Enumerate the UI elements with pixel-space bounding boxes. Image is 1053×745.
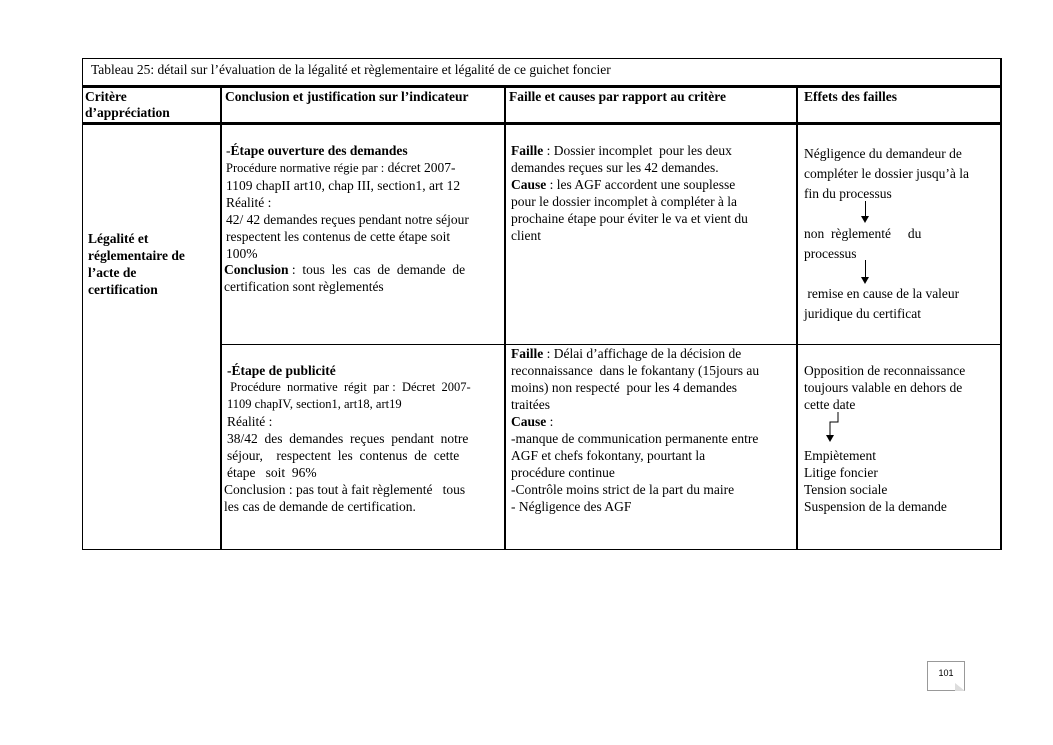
elbow-arrow-icon xyxy=(824,412,840,444)
row2-realite-line3: étape soit 96% xyxy=(227,465,317,480)
row2-faille xyxy=(511,345,795,515)
row1-conclusion-text: : tous les cas de demande de xyxy=(288,262,466,277)
row1-conclusion-label: Conclusion xyxy=(224,262,289,277)
row1-procedure-value-2: 1109 chapII art10, chap III, section1, art 12 xyxy=(226,178,461,193)
header-faille: Faille et causes par rapport au critère xyxy=(509,89,726,104)
row1-procedure xyxy=(226,159,502,177)
row1-effets xyxy=(804,144,998,204)
table-left-border xyxy=(82,58,83,550)
row1-effets-line6: remise en cause de la valeur xyxy=(804,286,960,301)
row1-cause-line3: prochaine étape pour éviter le va et vient du xyxy=(511,211,748,226)
evaluation-table xyxy=(82,58,1002,550)
row2-effets-line4: Empiètement xyxy=(804,448,876,463)
row1-effets-line4: non règlementé du xyxy=(804,226,922,241)
row1-conclusion xyxy=(226,142,502,262)
row2-procedure-line2: 1109 chapIV, section1, art18, art19 xyxy=(227,397,402,411)
row2-conclusion xyxy=(227,362,502,481)
col-divider-2 xyxy=(504,85,506,550)
header-criterion xyxy=(85,89,217,121)
row1-step-title xyxy=(226,142,502,159)
row1-conclusion-summary xyxy=(224,261,502,295)
row2-effets-list xyxy=(804,447,998,515)
page-number-text: 101 xyxy=(938,668,954,678)
row2-effets-line5: Litige foncier xyxy=(804,465,878,480)
table-caption-cell xyxy=(82,58,1002,85)
row1-cause-line2: pour le dossier incomplet à compléter à la xyxy=(511,194,738,209)
row2-faille-label: Faille xyxy=(511,346,544,361)
row1-faille-line1 xyxy=(511,142,793,159)
row1-effets-line5: processus xyxy=(804,246,857,261)
row2-procedure-line1: Procédure normative régit par : Décret 2007- xyxy=(227,380,471,394)
criterion-line1: Légalité et xyxy=(88,231,149,246)
row2-effets-line6: Tension sociale xyxy=(804,482,888,497)
row2-conclusion-line1: Conclusion : pas tout à fait règlementé tous xyxy=(224,482,466,497)
row1-realite-line3: 100% xyxy=(226,246,258,261)
row1-effets-mid xyxy=(804,224,998,264)
row2-effets xyxy=(804,362,998,413)
row1-procedure-label: Procédure normative régie par : xyxy=(226,161,385,175)
row2-faille-line1 xyxy=(511,345,795,362)
row1-cause-line4: client xyxy=(511,228,541,243)
row1-faille-line2: demandes reçues sur les 42 demandes. xyxy=(511,160,719,175)
row1-faille xyxy=(511,142,793,244)
row1-faille-text: : Dossier incomplet pour les deux xyxy=(543,143,732,158)
row1-effets-line7: juridique du certificat xyxy=(804,306,921,321)
row2-cause-text: : xyxy=(546,414,554,429)
table-right-border xyxy=(1000,58,1002,550)
row2-cause-label: Cause xyxy=(511,414,547,429)
arrow-down-icon xyxy=(865,260,866,278)
header-conclusion: Conclusion et justification sur l’indicateur xyxy=(225,89,469,104)
row2-cause-line6: - Négligence des AGF xyxy=(511,499,632,514)
header-criterion-line1: Critère xyxy=(85,89,127,104)
row2-step-title: -Étape de publicité xyxy=(227,363,336,378)
row1-effets-end xyxy=(804,284,998,324)
row2-cause-line5: -Contrôle moins strict de la part du maire xyxy=(511,482,735,497)
row2-cause-line4: procédure continue xyxy=(511,465,615,480)
criterion-line4: certification xyxy=(88,282,158,297)
row1-conclusion-line1 xyxy=(224,261,502,278)
row2-effets-line3: cette date xyxy=(804,397,856,412)
row1-cause-line1 xyxy=(511,176,793,193)
header-criterion-line2: d’appréciation xyxy=(85,105,170,120)
row2-effets-line1: Opposition de reconnaissance xyxy=(804,363,966,378)
row1-step-prefix: - xyxy=(226,143,231,158)
row2-faille-text: : Délai d’affichage de la décision de xyxy=(543,346,742,361)
row2-conclusion-summary xyxy=(224,481,502,515)
arrow-down-icon xyxy=(865,201,866,217)
row2-cause-line3: AGF et chefs fokontany, pourtant la xyxy=(511,448,706,463)
row1-effets-line3: fin du processus xyxy=(804,186,892,201)
row2-faille-line4: traitées xyxy=(511,397,550,412)
row1-faille-label: Faille xyxy=(511,143,544,158)
row2-cause-line1 xyxy=(511,413,795,430)
table-caption: Tableau 25: détail sur l’évaluation de la légalité et règlementaire et légalité de ce guichet foncier xyxy=(91,62,611,77)
row1-conclusion-line2: certification sont règlementés xyxy=(224,279,384,294)
row2-conclusion-line2: les cas de demande de certification. xyxy=(224,499,416,514)
criterion-label xyxy=(88,230,218,298)
header-effets: Effets des failles xyxy=(804,89,897,104)
row1-realite-label: Réalité : xyxy=(226,195,272,210)
row1-realite-line1: 42/ 42 demandes reçues pendant notre séjour xyxy=(226,212,469,227)
page-number xyxy=(927,661,965,691)
row1-cause-text: : les AGF accordent une souplesse xyxy=(546,177,736,192)
row2-realite-label: Réalité : xyxy=(227,414,273,429)
row2-effets-line2: toujours valable en dehors de xyxy=(804,380,963,395)
row1-cause-label: Cause xyxy=(511,177,547,192)
row1-procedure-value: décret 2007- xyxy=(384,160,456,175)
criterion-line2: réglementaire de xyxy=(88,248,185,263)
row2-cause-line2: -manque de communication permanente entre xyxy=(511,431,759,446)
row2-realite-line1: 38/42 des demandes reçues pendant notre xyxy=(227,431,469,446)
row2-faille-line2: reconnaissance dans le fokantany (15jours au xyxy=(511,363,760,378)
row2-effets-line7: Suspension de la demande xyxy=(804,499,947,514)
row2-faille-line3: moins) non respecté pour les 4 demandes xyxy=(511,380,738,395)
row2-realite-line2: séjour, respectent les contenus de cette xyxy=(227,448,460,463)
row1-realite-line2: respectent les contenus de cette étape soit xyxy=(226,229,451,244)
col-divider-1 xyxy=(220,85,222,550)
criterion-line3: l’acte de xyxy=(88,265,137,280)
row1-effets-line1: Négligence du demandeur de xyxy=(804,146,962,161)
col-divider-3 xyxy=(796,85,798,550)
row1-step-title-text: Étape ouverture des demandes xyxy=(230,143,408,158)
row1-effets-line2: compléter le dossier jusqu’à la xyxy=(804,166,969,181)
